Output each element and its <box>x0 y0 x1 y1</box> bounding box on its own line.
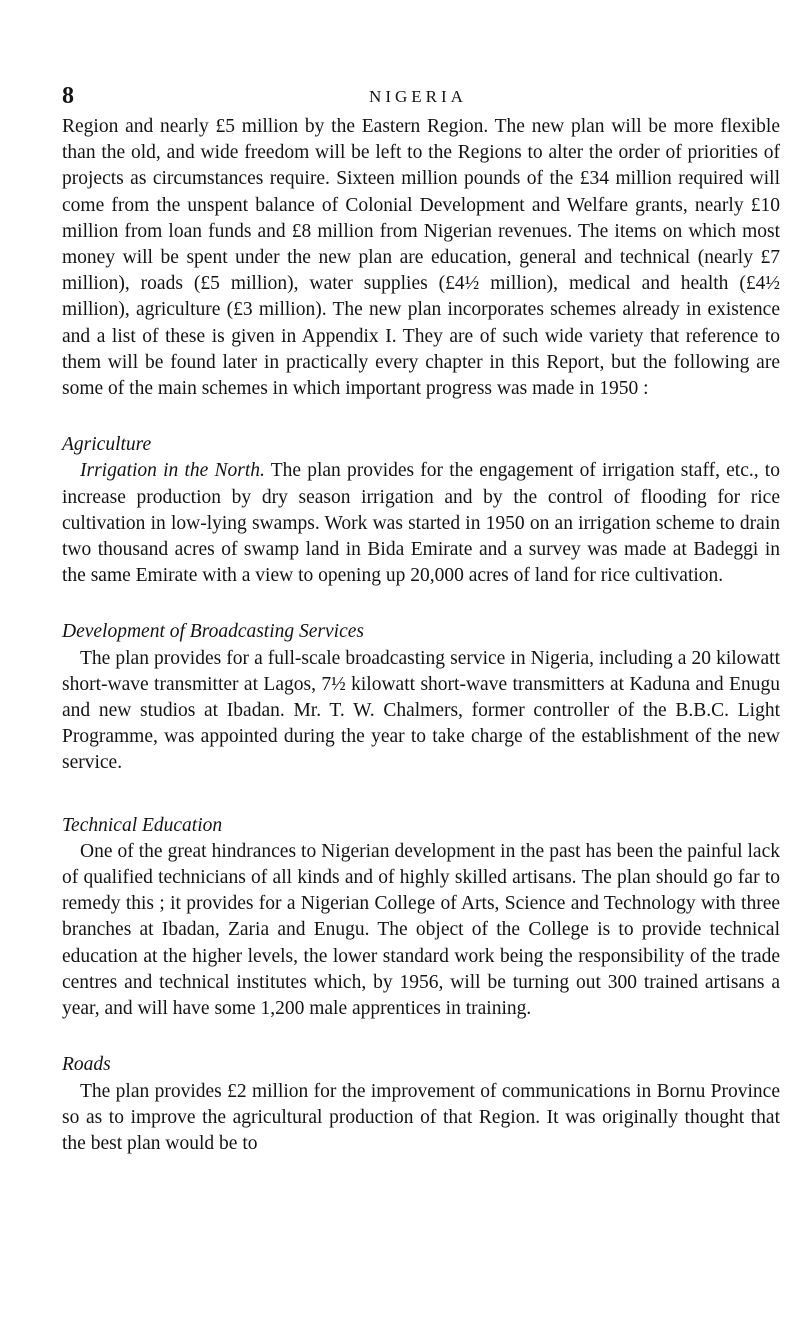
section-broadcasting <box>62 619 780 776</box>
page-number: 8 <box>62 83 74 109</box>
agriculture-text: The plan provides for the engagement of irrigation staff, etc., to increase production by dry season irrigation and by the control of flooding for rice cultivation in low-lying swamps. Work was started in 1950 on an irrigation scheme to drain two thousand acres of swamp land in Bida Emirate and a survey was made at Badeggi in the same Emirate with a view to opening up 20,000 acres of land for rice cultivation. <box>62 460 780 587</box>
section-heading-technical-education: Technical Education <box>62 814 223 836</box>
section-agriculture <box>62 432 780 589</box>
intro-paragraph: Region and nearly £5 million by the Eastern Region. The new plan will be more flexible than the old, and wide freedom will be left to the Regions to alter the order of priorities of projects as circumstances require. Sixteen million pounds of the £34 million required will come from the unspent balance of Colonial Development and Welfare grants, nearly £10 million from loan funds and £8 million from Nigerian revenues. The items on which most money will be spent under the new plan are education, general and technical (nearly £7 million), roads (£5 million), water supplies (£4½ million), medical and health (£4½ million), agriculture (£3 million). The new plan incorporates schemes already in existence and a list of these is given in Appendix I. They are of such wide variety that reference to them will be found later in practically every chapter in this Report, but the following are some of the main schemes in which important progress was made in 1950 : <box>62 116 780 400</box>
agriculture-paragraph <box>62 458 780 589</box>
section-roads <box>62 1052 780 1157</box>
broadcasting-paragraph: The plan provides for a full-scale broadcasting service in Nigeria, including a 20 kilowatt short-wave transmitter at Lagos, 7½ kilowatt short-wave transmitters at Kaduna and Enugu and new studios at Ibadan. Mr. T. W. Chalmers, former controller of the B.B.C. Light Programme, was appointed during the year to take charge of the establishment of the new service. <box>62 647 780 774</box>
roads-paragraph: The plan provides £2 million for the improvement of communications in Bornu Province so as to improve the agricultural production of that Region. It was originally thought that the best plan would be to <box>62 1080 780 1154</box>
subheading-irrigation: Irrigation in the North. <box>80 460 265 482</box>
page-header <box>62 84 774 108</box>
section-heading-broadcasting: Development of Broadcasting Services <box>62 621 364 643</box>
section-heading-agriculture: Agriculture <box>62 434 152 456</box>
technical-education-paragraph: One of the great hindrances to Nigerian development in the past has been the painful lack of qualified technicians of all kinds and of highly skilled artisans. The plan should go far to remedy this ; it provides for a Nigerian College of Arts, Science and Technology with three branches at Ibadan, Zaria and Enugu. The object of the College is to provide technical education at the higher levels, the lower standard work being the responsibility of the trade centres and technical institutes which, by 1956, will be turning out 300 trained artisans a year, and will have some 1,200 male apprentices in training. <box>62 840 780 1020</box>
section-technical-education <box>62 813 780 1023</box>
section-heading-roads: Roads <box>62 1054 111 1076</box>
running-title: NIGERIA <box>369 87 467 106</box>
page-body <box>62 114 780 1157</box>
